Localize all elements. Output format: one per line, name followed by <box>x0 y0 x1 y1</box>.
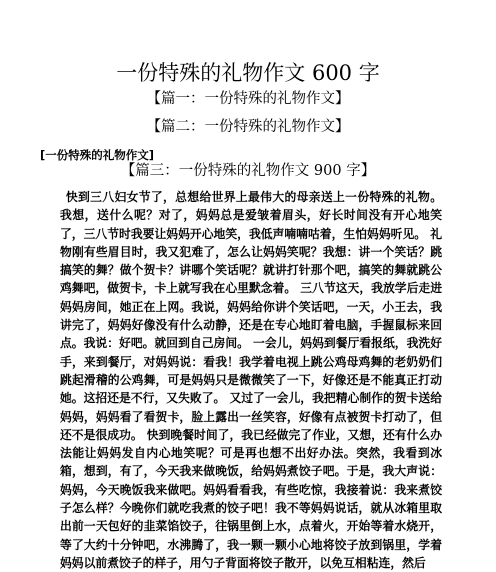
essay-body: 快到三八妇女节了，总想给世界上最伟大的母亲送上一份特殊的礼物。 我想，送什么呢？对了，妈妈总是爱皱着眉头，好长时间没有开心地笑了，三八节时我要让妈妈开心地笑，我低声喃喃咕着，生怕妈妈听见。 礼物刚有些眉目时，我又犯难了，怎么让妈妈笑呢？我想：讲一个笑话？跳搞笑的舞？做个贺卡？讲哪个笑话呢？就讲打针那个吧，搞笑的舞就跳公鸡舞吧，做贺卡，卡上就写我在心里默念着。 三八节这天，我放学后走进妈妈房间，她正在上网。我说，妈妈给你讲个笑话吧，一天，小王去，我讲完了，妈妈好像没有什么动静，还是在专心地盯着电脑，手握鼠标来回点。我说：好吧。就回到自己房间。 一会儿，妈妈到餐厅看报纸，我洗好手，来到餐厅，对妈妈说：看我！我学着电视上跳公鸡母鸡舞的老奶奶们跳起滑稽的公鸡舞，可是妈妈只是微微笑了一下，好像还是不能真正打动她。这招还是不行，又失败了。 又过了一会儿，我把精心制作的贺卡送给妈妈，妈妈看了看贺卡，脸上露出一丝笑容，好像有点被贺卡打动了，但还不是很成功。 快到晚餐时间了，我已经做完了作业，又想，还有什么办法能让妈妈发自内心地笑呢？可是再也想不出好办法。突然，我看到冰箱，想到，有了，今天我来做晚饭，给妈妈煮饺子吧。于是，我大声说：妈妈，今天晚饭我来做吧。妈妈看看我，有些吃惊，我接着说：我来煮饺子怎么样？今晚你们就吃我煮的饺子吧！我不等妈妈说话，就从冰箱里取出前一天包好的韭菜馅饺子，往锅里倒上水，点着火，开始等着水烧开，等了大约十分钟吧，水沸腾了，我一颗一颗小心地将饺子放到锅里，学着妈妈以前煮饺子的样子，用勺子背面将饺子散开，以免互相粘连，然后 <box>60 190 442 570</box>
section-tag: [一份特殊的礼物作文] <box>40 148 155 162</box>
section-heading-1: 【篇一：一份特殊的礼物作文】 <box>146 91 350 107</box>
document-title: 一份特殊的礼物作文 600 字 <box>116 61 380 85</box>
section-heading-2: 【篇二：一份特殊的礼物作文】 <box>146 119 350 135</box>
section-heading-3: 【篇三：一份特殊的礼物作文 900 字】 <box>120 163 376 179</box>
